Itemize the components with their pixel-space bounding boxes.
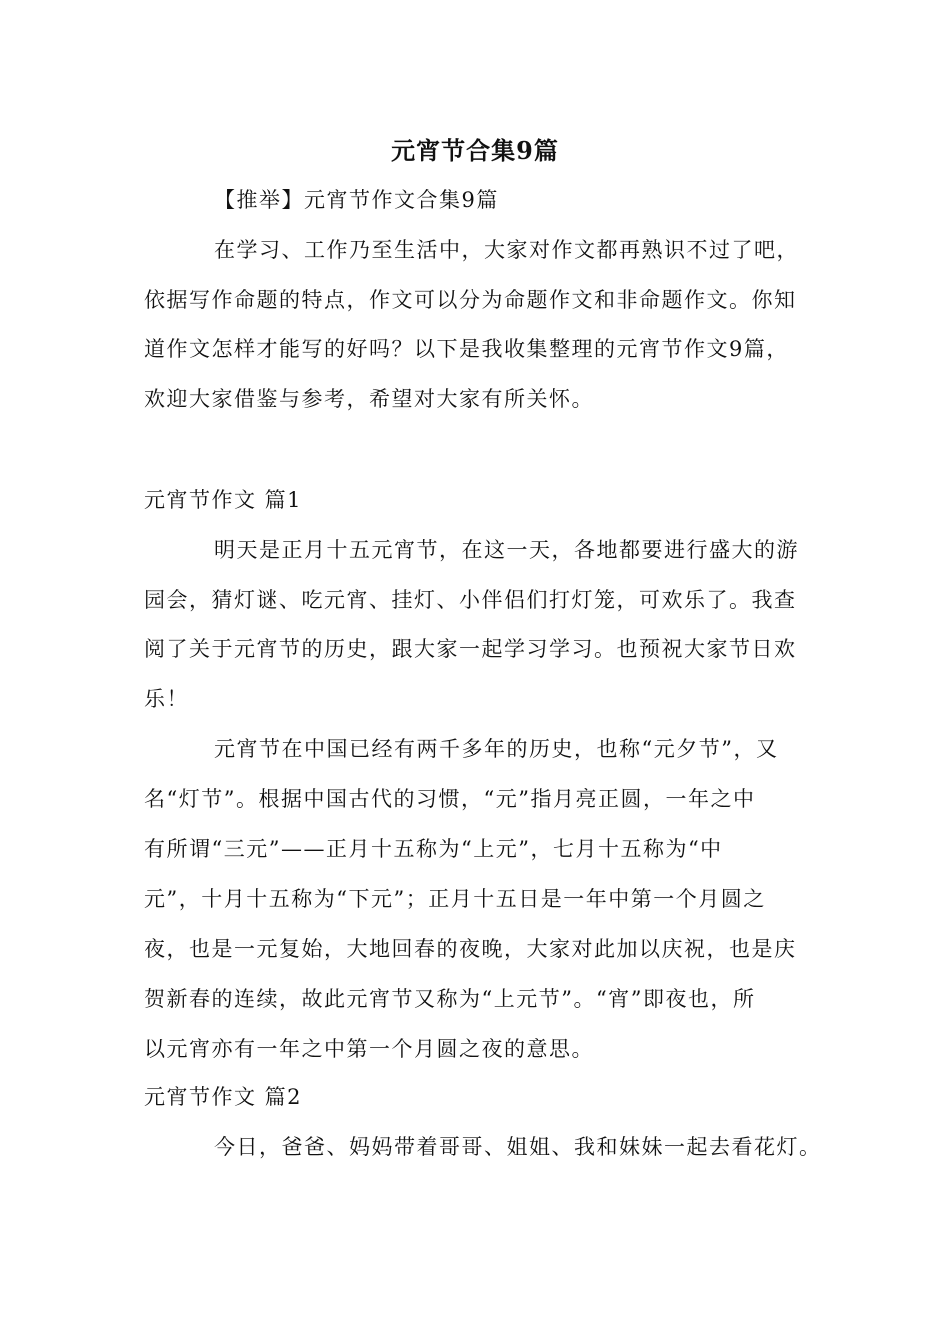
subtitle: 【推举】元宵节作文合集9篇	[214, 188, 499, 212]
paragraph-line: 明天是正月十五元宵节，在这一天，各地都要进行盛大的游	[214, 538, 799, 562]
paragraph-line: 阅了关于元宵节的历史，跟大家一起学习学习。也预祝大家节日欢	[144, 637, 797, 661]
paragraph-line: 贺新春的连续，故此元宵节又称为“上元节”。“宵”即夜也，所	[144, 987, 756, 1011]
paragraph-line: 今日，爸爸、妈妈带着哥哥、姐姐、我和妹妹一起去看花灯。	[214, 1135, 822, 1159]
paragraph-line: 乐！	[144, 687, 189, 711]
paragraph-line: 名“灯节”。根据中国古代的习惯，“元”指月亮正圆，一年之中	[144, 787, 756, 811]
essay-heading: 元宵节作文 篇2	[144, 1085, 303, 1109]
paragraph-line: 元”，十月十五称为“下元”；正月十五日是一年中第一个月圆之	[144, 887, 766, 911]
paragraph-line: 元宵节在中国已经有两千多年的历史，也称“元夕节”，又	[214, 737, 779, 761]
paragraph-line: 有所谓“三元”——正月十五称为“上元”，七月十五称为“中	[144, 837, 723, 861]
intro-line: 依据写作命题的特点，作文可以分为命题作文和非命题作文。你知	[144, 288, 797, 312]
paragraph-line: 以元宵亦有一年之中第一个月圆之夜的意思。	[144, 1037, 594, 1061]
intro-line: 欢迎大家借鉴与参考，希望对大家有所关怀。	[144, 387, 594, 411]
document-title: 元宵节合集9篇	[391, 136, 559, 165]
paragraph-line: 园会，猜灯谜、吃元宵、挂灯、小伴侣们打灯笼，可欢乐了。我查	[144, 588, 797, 612]
intro-line: 在学习、工作乃至生活中，大家对作文都再熟识不过了吧，	[214, 238, 799, 262]
intro-line: 道作文怎样才能写的好吗？以下是我收集整理的元宵节作文9篇，	[144, 337, 789, 361]
essay-heading: 元宵节作文 篇1	[144, 488, 303, 512]
paragraph-line: 夜，也是一元复始，大地回春的夜晚，大家对此加以庆祝，也是庆	[144, 937, 797, 961]
